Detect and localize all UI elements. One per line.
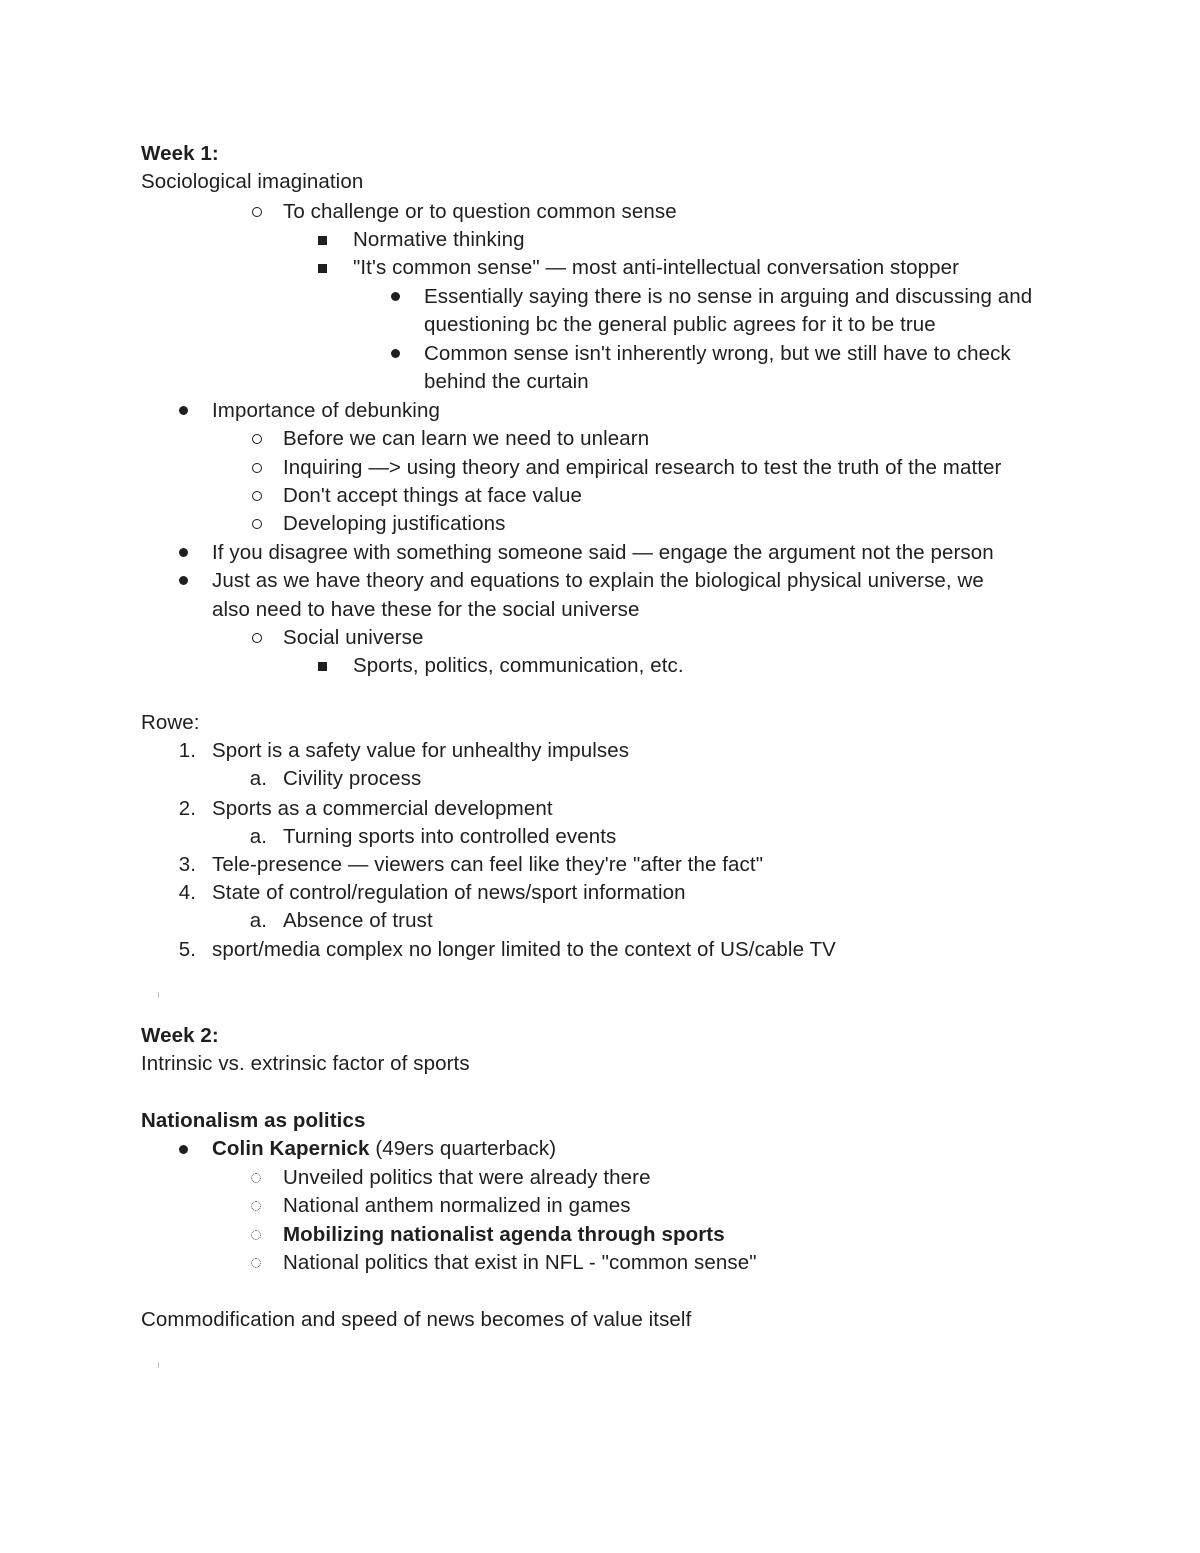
week2-topic: Intrinsic vs. extrinsic factor of sports [141, 1052, 470, 1075]
filled-bullet-icon [179, 576, 188, 585]
list-number: 5. [178, 938, 196, 961]
kapernick-name: Colin Kapernick [212, 1137, 370, 1160]
nationalism-heading: Nationalism as politics [141, 1109, 366, 1132]
week1-heading: Week 1: [141, 142, 219, 165]
hollow-bullet-icon [252, 491, 262, 501]
list-item: National anthem normalized in games [283, 1194, 631, 1217]
divider-mark [158, 992, 159, 998]
hollow-bullet-icon [252, 633, 262, 643]
list-item: Civility process [283, 767, 422, 790]
list-item: National politics that exist in NFL - "common sense" [283, 1251, 757, 1274]
hollow-bullet-icon [251, 1201, 261, 1211]
list-letter: a. [249, 909, 267, 932]
list-item: State of control/regulation of news/sport information [212, 881, 686, 904]
list-item: Social universe [283, 626, 424, 649]
list-number: 1. [178, 739, 196, 762]
filled-bullet-icon [179, 548, 188, 557]
hollow-bullet-icon [251, 1230, 261, 1240]
list-item: Common sense isn't inherently wrong, but we still have to check [424, 342, 1011, 365]
list-item: Inquiring —> using theory and empirical research to test the truth of the matter [283, 456, 1002, 479]
week1-topic: Sociological imagination [141, 170, 364, 193]
hollow-bullet-icon [252, 463, 262, 473]
list-item: Turning sports into controlled events [283, 825, 617, 848]
hollow-bullet-icon [252, 207, 262, 217]
filled-bullet-icon [391, 292, 400, 301]
divider-mark [158, 1362, 159, 1368]
square-bullet-icon [318, 662, 327, 671]
list-item-continuation: also need to have these for the social universe [212, 598, 640, 621]
week2-heading: Week 2: [141, 1024, 219, 1047]
list-item: "It's common sense" — most anti-intellectual conversation stopper [353, 256, 960, 279]
list-item: Before we can learn we need to unlearn [283, 427, 650, 450]
list-number: 2. [178, 797, 196, 820]
list-letter: a. [249, 825, 267, 848]
list-item: Unveiled politics that were already there [283, 1166, 651, 1189]
filled-bullet-icon [179, 406, 188, 415]
list-item: Tele-presence — viewers can feel like they're "after the fact" [212, 853, 764, 876]
list-item: Mobilizing nationalist agenda through sports [283, 1223, 725, 1246]
list-item: Developing justifications [283, 512, 506, 535]
list-item: Importance of debunking [212, 399, 440, 422]
filled-bullet-icon [179, 1145, 188, 1154]
hollow-bullet-icon [252, 434, 262, 444]
rowe-heading: Rowe: [141, 711, 200, 734]
list-item-continuation: behind the curtain [424, 370, 589, 393]
list-number: 4. [178, 881, 196, 904]
list-item: Essentially saying there is no sense in arguing and discussing and [424, 285, 1033, 308]
list-item [212, 1137, 556, 1161]
hollow-bullet-icon [251, 1258, 261, 1268]
list-item-continuation: questioning bc the general public agrees for it to be true [424, 313, 936, 336]
list-item: Sport is a safety value for unhealthy impulses [212, 739, 630, 762]
list-item: Sports, politics, communication, etc. [353, 654, 684, 677]
list-item: Absence of trust [283, 909, 433, 932]
list-item: Don't accept things at face value [283, 484, 582, 507]
commodification-note: Commodification and speed of news becomes of value itself [141, 1308, 692, 1331]
list-item: sport/media complex no longer limited to the context of US/cable TV [212, 938, 836, 961]
hollow-bullet-icon [252, 519, 262, 529]
square-bullet-icon [318, 236, 327, 245]
list-item: If you disagree with something someone said — engage the argument not the person [212, 541, 994, 564]
list-letter: a. [249, 767, 267, 790]
list-item: Sports as a commercial development [212, 797, 553, 820]
kapernick-role: (49ers quarterback) [369, 1137, 557, 1160]
square-bullet-icon [318, 264, 327, 273]
filled-bullet-icon [391, 349, 400, 358]
list-item: Normative thinking [353, 228, 525, 251]
list-number: 3. [178, 853, 196, 876]
list-item: To challenge or to question common sense [283, 200, 677, 223]
hollow-bullet-icon [251, 1173, 261, 1183]
list-item: Just as we have theory and equations to explain the biological physical universe, we [212, 569, 984, 592]
